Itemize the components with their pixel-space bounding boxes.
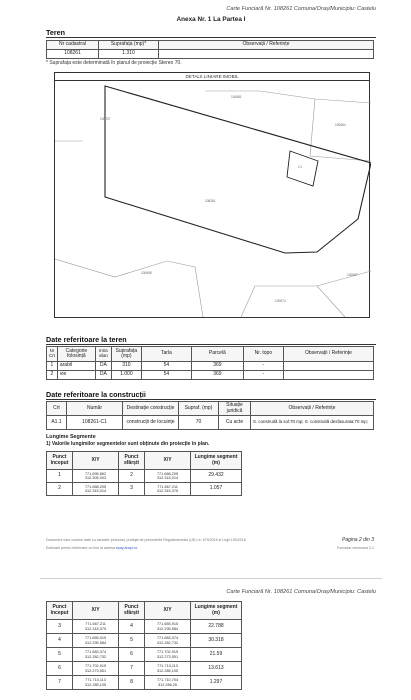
cell-tarla: 54	[141, 362, 191, 371]
cell-suprafata: 310	[111, 362, 141, 371]
legal-footer: Document care conține date cu caracter personal, protejat de prevederile Regulamentului (UE) nr. 679/2016 și Legii 190/2018	[46, 538, 246, 542]
col-punct-sfarsit: Punct sfârșit	[119, 452, 145, 470]
col-suprafata: Suprafața (mp)*	[99, 41, 159, 50]
cell-observatii	[283, 371, 373, 380]
table-row	[47, 676, 242, 690]
neighbor-line	[317, 271, 371, 286]
cell-punct: 2	[47, 483, 73, 496]
cell-destinatie: construcții de locuințe	[123, 416, 179, 430]
carte-funciara-header: Carte Funciară Nr. 108261 Comuna/Oraș/Municipiu: Castelu	[226, 6, 376, 12]
table-row	[47, 662, 242, 676]
cell-lungime: 21.59	[191, 648, 242, 662]
col-punct-inceput: Punct început	[47, 602, 73, 620]
cell-punct: 3	[119, 483, 145, 496]
epay-link[interactable]: epay.ancpi.ro	[115, 546, 138, 550]
cell-punct: 7	[119, 662, 145, 676]
cell-xy: 771.667,211 312.315,375	[73, 620, 119, 634]
cell-supraf: 70	[179, 416, 219, 430]
col-destinatie: Destinație construcție	[123, 402, 179, 416]
cell-punct: 3	[47, 620, 73, 634]
col-numar: Număr	[67, 402, 123, 416]
cell-nr: 1	[47, 362, 58, 371]
neighbor-line	[310, 99, 371, 161]
col-parcela: Parcelă	[191, 347, 243, 362]
section-rule	[46, 37, 376, 38]
cell-punct: 4	[119, 620, 145, 634]
cell-lungime: 22.788	[191, 620, 242, 634]
cell-numar: 108261-C1	[67, 416, 123, 430]
cell-parcela: 369	[191, 371, 243, 380]
teren-section-title: Teren	[46, 28, 66, 37]
cell-punct: 2	[119, 470, 145, 483]
plan-label-neighbor: 100674	[275, 299, 286, 303]
cell-punct: 6	[119, 648, 145, 662]
plan-label-neighbor: 100668	[141, 271, 152, 275]
col-lungime: Lungime segment (m)	[191, 452, 242, 470]
col-lungime: Lungime segment (m)	[191, 602, 242, 620]
cell-punct: 6	[47, 662, 73, 676]
cell-punct: 8	[119, 676, 145, 690]
carte-funciara-header: Carte Funciară Nr. 108261 Comuna/Oraș/Municipiu: Castelu	[226, 589, 376, 595]
estimate-note	[46, 546, 137, 550]
cell-xy: 771.710,704 312.286,26	[145, 676, 191, 690]
parcel-108261-outline	[105, 86, 371, 253]
neighbor-line	[205, 91, 371, 103]
cell-parcela: 369	[191, 362, 243, 371]
segmente-subtitle: 1) Valorile lungimilor segmentelor sunt obținute din proiecție în plan.	[46, 441, 210, 447]
col-crt: Crt	[47, 402, 67, 416]
col-nr-cadastral: Nr cadastral	[47, 41, 99, 50]
col-suprafata: Suprafața (mp)	[111, 347, 141, 362]
estimate-text: Estimare pentru informare on line la adresa	[46, 546, 115, 550]
cell-lungime: 13.613	[191, 662, 242, 676]
cell-suprafata: 1.000	[111, 371, 141, 380]
col-observatii: Observații / Referințe	[251, 402, 374, 416]
document-page-1	[40, 0, 382, 556]
page-number: Pagina 2 din 3	[342, 537, 374, 543]
cell-nr-topo: -	[243, 371, 283, 380]
plan-label-building: C1	[298, 165, 303, 169]
col-xy: X/Y	[145, 602, 191, 620]
cell-xy: 771.683,374 312.282,732	[73, 648, 119, 662]
col-xy: X/Y	[73, 602, 119, 620]
cell-punct: 4	[47, 634, 73, 648]
cell-xy: 771.710,113 312.285,105	[73, 676, 119, 690]
col-categorie: Categorie folosință	[57, 347, 95, 362]
neighbor-line	[55, 259, 203, 317]
cell-situatie: Cu acte	[219, 416, 251, 430]
col-observatii: Observații / Referințe	[159, 41, 374, 50]
cell-observatii	[283, 362, 373, 371]
section-rule	[46, 399, 376, 400]
cell-xy: 771.702,915 312.273,551	[73, 662, 119, 676]
cell-xy: 771.702,915 312.273,551	[145, 648, 191, 662]
teren-table	[46, 40, 374, 59]
segmente-table	[46, 451, 242, 496]
teren-suprafata: 1.310	[99, 50, 159, 59]
col-intravilan: Intra vilan	[95, 347, 111, 362]
segmente-table-continued	[46, 601, 242, 690]
col-xy: X/Y	[73, 452, 119, 470]
plan-label-neighbor: 100681	[231, 95, 242, 99]
table-row	[47, 648, 242, 662]
cell-xy: 771.668,205 312.315,014	[73, 483, 119, 496]
col-xy: X/Y	[145, 452, 191, 470]
table-row	[47, 634, 242, 648]
cell-observatii: S. construită la sol:70 mp; S. construită desfasurata:70 mp;	[251, 416, 374, 430]
cell-xy: 771.695,862 312.305,003	[73, 470, 119, 483]
cell-lungime: 30.318	[191, 634, 242, 648]
document-page-2	[40, 578, 382, 700]
teren-ref-table	[46, 346, 374, 380]
table-row	[47, 371, 374, 380]
cell-intravilan: DA	[95, 371, 111, 380]
col-supraf: Supraf. (mp)	[179, 402, 219, 416]
col-tarla: Tarla	[141, 347, 191, 362]
table-row	[47, 470, 242, 483]
col-nr-crt: Nr Crt	[47, 347, 58, 362]
table-row	[47, 362, 374, 371]
teren-ref-section-title: Date referitoare la teren	[46, 335, 127, 344]
cell-lungime: 29.432	[191, 470, 242, 483]
plan-label-neighbor: 100664	[335, 123, 346, 127]
cell-nr: 2	[47, 371, 58, 380]
constr-ref-section-title: Date referitoare la construcții	[46, 390, 146, 399]
table-row	[47, 620, 242, 634]
cell-xy: 771.710,113 312.285,105	[145, 662, 191, 676]
constr-ref-table	[46, 401, 374, 430]
neighbor-line	[241, 286, 345, 317]
anexa-title: Anexa Nr. 1 La Partea I	[176, 16, 246, 23]
col-punct-sfarsit: Punct sfârșit	[119, 602, 145, 620]
cell-crt: A1.1	[47, 416, 67, 430]
form-version: Formular versiunea 2.1	[337, 546, 374, 550]
segmente-title: Lungime Segmente	[46, 434, 96, 440]
plan-label-parcel: 108261	[205, 199, 216, 203]
cell-tarla: 54	[141, 371, 191, 380]
cell-nr-topo: -	[243, 362, 283, 371]
cell-categorie: vie	[57, 371, 95, 380]
plan-title: DETALII LINIARE IMOBIL	[55, 73, 369, 81]
cell-xy: 771.668,205 312.315,014	[145, 470, 191, 483]
page-gap	[0, 556, 411, 578]
cell-xy: 771.667,211 312.315,375	[145, 483, 191, 496]
cell-xy: 771.655,915 312.295,584	[73, 634, 119, 648]
col-punct-inceput: Punct început	[47, 452, 73, 470]
plan-label-neighbor: 100687	[347, 273, 358, 277]
table-row	[47, 416, 374, 430]
cell-punct: 1	[47, 470, 73, 483]
cell-xy: 771.655,915 312.295,584	[145, 620, 191, 634]
teren-observatii	[159, 50, 374, 59]
cell-lungime: 1.297	[191, 676, 242, 690]
col-nr-topo: Nr. topo	[243, 347, 283, 362]
cell-punct: 7	[47, 676, 73, 690]
suprafata-note: * Suprafața este determinată în planul de proiecție Stereo 70.	[46, 60, 182, 66]
cell-xy: 771.683,374 312.282,732	[145, 634, 191, 648]
cell-lungime: 1.057	[191, 483, 242, 496]
cell-intravilan: DA	[95, 362, 111, 371]
section-rule	[46, 344, 376, 345]
plan-label-neighbor: 100707	[100, 117, 111, 121]
table-row	[47, 483, 242, 496]
cell-punct: 5	[47, 648, 73, 662]
cell-punct: 5	[119, 634, 145, 648]
teren-nr-cadastral: 108261	[47, 50, 99, 59]
col-observatii: Observații / Referințe	[283, 347, 373, 362]
cell-categorie: arabil	[57, 362, 95, 371]
plan-imobil	[54, 72, 370, 318]
col-situatie: Situație juridică	[219, 402, 251, 416]
